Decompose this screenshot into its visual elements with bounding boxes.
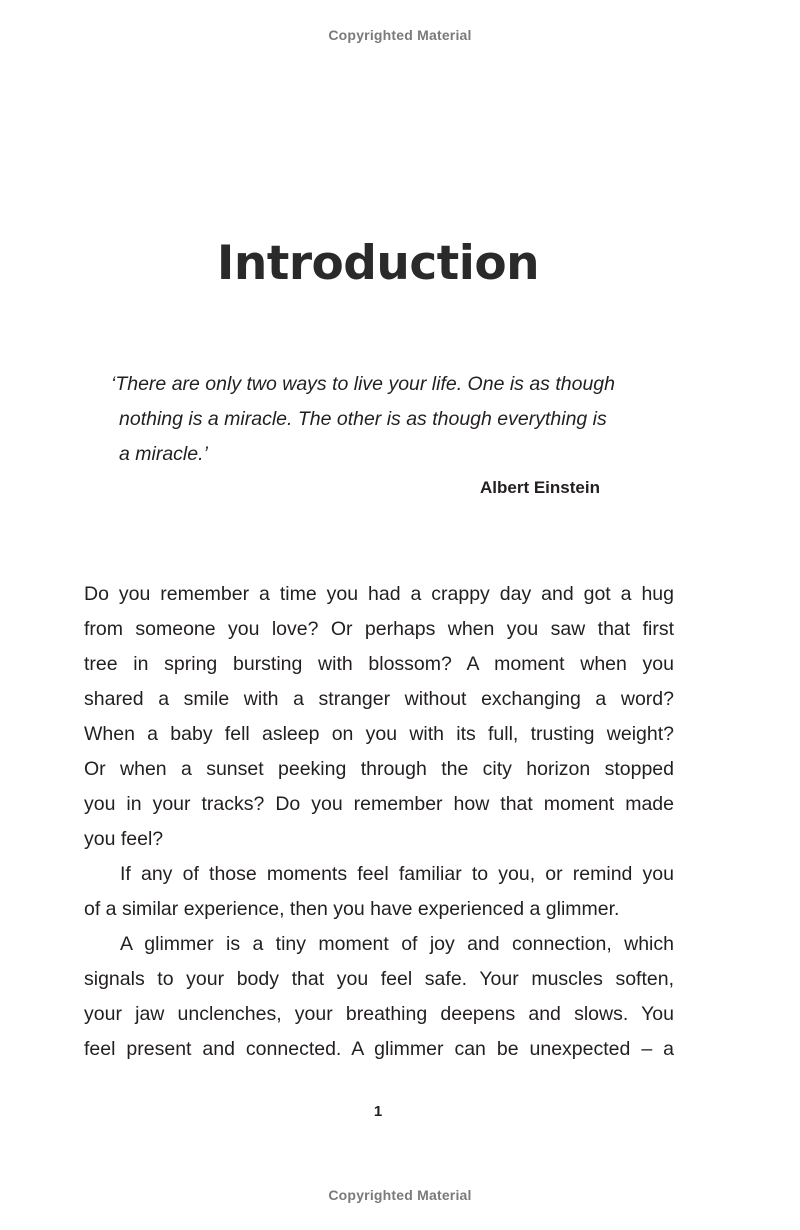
copyright-footer: Copyrighted Material [328, 1187, 472, 1203]
body-line: If any of those moments feel familiar to you, or remind you [120, 863, 674, 885]
copyright-header: Copyrighted Material [328, 27, 472, 43]
epigraph-quote [111, 367, 671, 472]
epigraph-line: nothing is a miracle. The other is as though everything is [119, 408, 607, 430]
body-line: feel present and connected. A glimmer can be unexpected – a [84, 1038, 674, 1060]
body-line: your jaw unclenches, your breathing deepens and slows. You [84, 1003, 674, 1025]
body-line: of a similar experience, then you have experienced a glimmer. [84, 898, 620, 920]
body-line: A glimmer is a tiny moment of joy and connection, which [120, 933, 674, 955]
page-number: 1 [373, 1103, 383, 1120]
body-line: you feel? [84, 828, 164, 850]
body-line: Or when a sunset peeking through the city horizon stopped [84, 758, 674, 780]
chapter-title: Introduction [216, 236, 540, 291]
body-line: shared a smile with a stranger without exchanging a word? [84, 688, 674, 710]
body-line: tree in spring bursting with blossom? A moment when you [84, 653, 674, 675]
body-line: Do you remember a time you had a crappy day and got a hug [84, 583, 674, 605]
epigraph-line: a miracle.’ [119, 443, 208, 465]
body-line: you in your tracks? Do you remember how that moment made [84, 793, 674, 815]
body-line: When a baby fell asleep on you with its full, trusting weight? [84, 723, 674, 745]
body-line: from someone you love? Or perhaps when you saw that first [84, 618, 674, 640]
epigraph-attribution: Albert Einstein [480, 478, 600, 497]
body-text [84, 577, 674, 1067]
body-line: signals to your body that you feel safe. Your muscles soften, [84, 968, 674, 990]
epigraph-line: ‘There are only two ways to live your life. One is as though [111, 373, 615, 395]
